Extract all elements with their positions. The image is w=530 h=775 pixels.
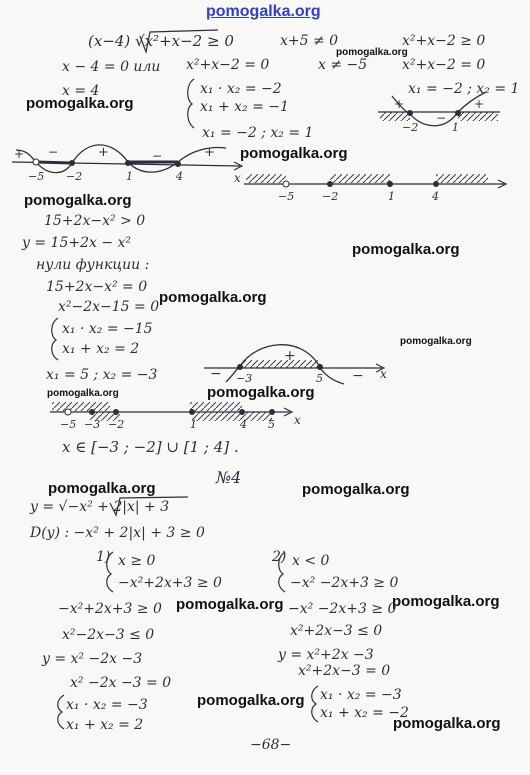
watermark: pomogalka.org — [159, 289, 267, 306]
sign-mark: + — [474, 97, 485, 111]
axis-label: x — [380, 367, 387, 381]
figure-parabola-1 — [378, 92, 500, 134]
tick-label: 1 — [452, 121, 459, 134]
math-line: x²+x−2 = 0 — [402, 57, 486, 73]
math-line: x²−2x−3 ≤ 0 — [62, 627, 155, 643]
watermark: pomogalka.org — [48, 480, 156, 497]
math-line: −x² −2x+3 ≥ 0 — [288, 601, 397, 617]
math-line: x₁ · x₂ = −3 — [66, 697, 148, 713]
sign-mark: − — [48, 145, 59, 159]
math-line: x² −2x −3 = 0 — [70, 675, 172, 691]
watermark: pomogalka.org — [24, 192, 132, 209]
sign-mark: − — [352, 368, 364, 384]
tick-label: −2 — [402, 121, 419, 134]
tick-label: 1 — [190, 418, 197, 431]
math-line: x ≥ 0 — [118, 553, 156, 569]
tick-label: 5 — [316, 372, 323, 385]
math-line: x < 0 — [292, 553, 330, 569]
watermark: pomogalka.org — [302, 481, 410, 498]
sign-mark: + — [284, 348, 296, 364]
math-line: −x²+2x+3 ≥ 0 — [58, 601, 162, 617]
tick-label: −3 — [236, 372, 253, 385]
figure-hatched-line-1 — [244, 174, 506, 203]
sign-mark: − — [210, 366, 222, 382]
watermark: pomogalka.org — [336, 47, 408, 58]
tick-label: −2 — [66, 170, 83, 183]
tick-label: 1 — [388, 190, 395, 203]
axis-label: x — [294, 413, 301, 427]
watermark: pomogalka.org — [352, 241, 460, 258]
watermark: pomogalka.org — [176, 596, 284, 613]
math-line: x₁ = −2 ; x₂ = 1 — [408, 81, 520, 97]
sign-mark: − — [436, 111, 447, 125]
tick-label: −5 — [278, 190, 295, 203]
math-line: x²+x−2 = 0 — [186, 57, 270, 73]
math-line: x ≠ −5 — [318, 57, 368, 73]
watermark: pomogalka.org — [392, 593, 500, 610]
watermark: pomogalka.org — [197, 692, 305, 709]
figure-hatched-line-2 — [50, 402, 301, 431]
math-line: y = 15+2x − x² — [22, 235, 132, 251]
math-line: (x−4) √x²+x−2 ≥ 0 — [88, 32, 234, 50]
tick-label: 4 — [240, 418, 247, 431]
math-line: x₁ · x₂ = −3 — [320, 687, 402, 703]
watermark: pomogalka.org — [393, 715, 501, 732]
math-line: x₁ = −2 ; x₂ = 1 — [202, 125, 314, 141]
math-line: нули функции : — [36, 257, 150, 273]
task-number: №4 — [216, 468, 242, 487]
math-line: x²−2x−15 = 0 — [58, 299, 160, 315]
math-line: x²+2x−3 = 0 — [298, 663, 391, 679]
math-line: −x² −2x+3 ≥ 0 — [290, 575, 399, 591]
math-line: 15+2x−x² > 0 — [44, 213, 146, 229]
axis-label: x — [234, 171, 241, 185]
tick-label: −3 — [84, 418, 101, 431]
page-number: −68− — [250, 737, 292, 753]
math-line: −x²+2x+3 ≥ 0 — [118, 575, 222, 591]
site-watermark-top[interactable]: pomogalka.org — [206, 3, 321, 20]
math-line: y = √−x² + 2|x| + 3 — [30, 499, 170, 515]
tick-label: −5 — [60, 418, 77, 431]
sign-mark: − — [152, 149, 163, 163]
figure-parabola-2 — [204, 345, 387, 385]
tick-label: 1 — [126, 170, 133, 183]
answer-line: x ∈ [−3 ; −2] ∪ [1 ; 4] . — [62, 438, 239, 456]
watermark: pomogalka.org — [47, 388, 119, 399]
sign-mark: + — [394, 97, 405, 111]
math-line: x₁ + x₂ = 2 — [62, 341, 140, 357]
tick-label: 4 — [176, 170, 183, 183]
math-line: y = x²+2x −3 — [278, 647, 374, 663]
sign-mark: + — [98, 145, 109, 160]
math-line: x₁ · x₂ = −2 — [200, 81, 282, 97]
case-number: 2) — [272, 549, 287, 565]
watermark: pomogalka.org — [207, 384, 315, 401]
tick-label: −2 — [322, 190, 339, 203]
sign-mark: + — [204, 145, 215, 160]
math-line: x₁ + x₂ = −1 — [200, 99, 289, 115]
tick-label: −2 — [108, 418, 125, 431]
watermark: pomogalka.org — [400, 336, 472, 347]
tick-label: 5 — [268, 418, 275, 431]
math-line: y = x² −2x −3 — [42, 651, 143, 667]
tick-label: −5 — [28, 170, 45, 183]
watermark: pomogalka.org — [26, 95, 134, 112]
math-line: D(y) : −x² + 2|x| + 3 ≥ 0 — [30, 525, 205, 541]
math-line: x₁ + x₂ = 2 — [66, 717, 144, 733]
watermark: pomogalka.org — [240, 145, 348, 162]
case-number: 1) — [96, 549, 111, 565]
math-line: x²+x−2 ≥ 0 — [402, 33, 486, 49]
sign-mark: + — [14, 147, 25, 161]
math-line: x²+2x−3 ≤ 0 — [290, 623, 383, 639]
math-line: x − 4 = 0 или — [62, 59, 161, 75]
math-line: x+5 ≠ 0 — [280, 33, 339, 49]
math-line: x₁ = 5 ; x₂ = −3 — [46, 367, 158, 383]
math-line: x = 4 — [62, 83, 100, 99]
math-line: 15+2x−x² = 0 — [46, 279, 148, 295]
figure-sign-curve-1 — [12, 145, 242, 185]
tick-label: 4 — [432, 190, 439, 203]
math-line: x₁ + x₂ = −2 — [320, 705, 409, 721]
math-line: x₁ · x₂ = −15 — [62, 321, 153, 337]
